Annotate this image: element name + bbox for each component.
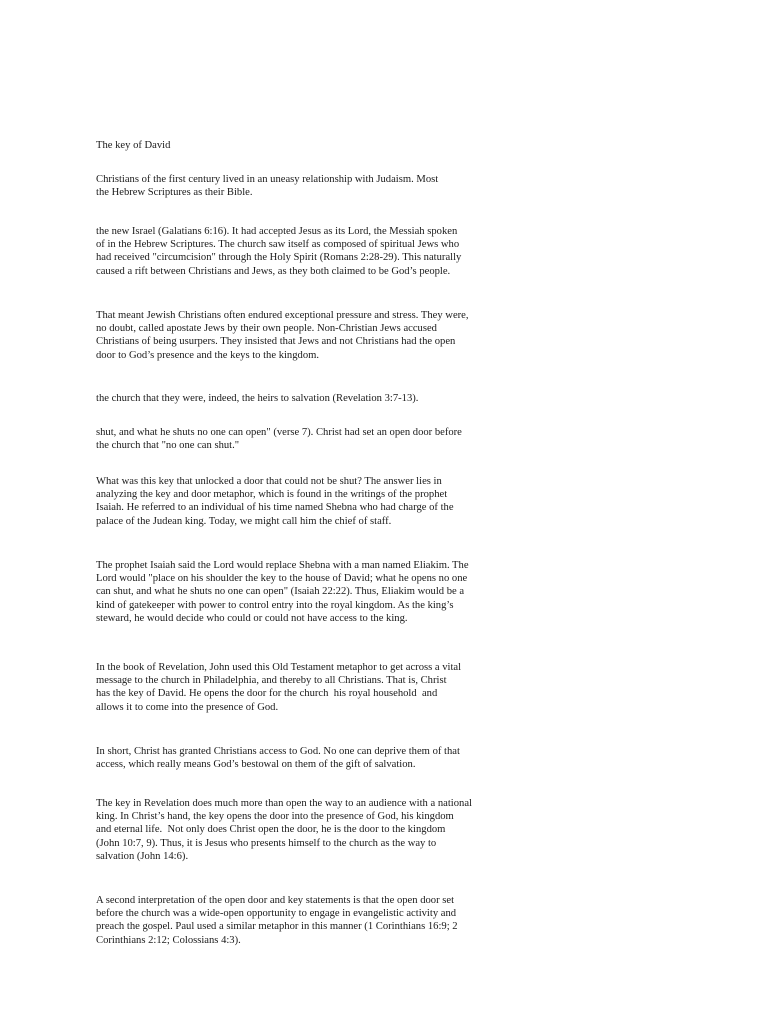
text-line: That meant Jewish Christians often endured exceptional pressure and stress. They were, (96, 310, 469, 321)
text-line: What was this key that unlocked a door that could not be shut? The answer lies in (96, 476, 442, 487)
text-line: palace of the Judean king. Today, we might call him the chief of staff. (96, 515, 392, 527)
text-line: Christians of the first century lived in an uneasy relationship with Judaism. Most (96, 174, 439, 185)
text-line: the Hebrew Scriptures as their Bible. (96, 187, 253, 199)
text-line: the church that they were, indeed, the heirs to salvation (Revelation 3:7-13). (96, 393, 419, 404)
text-line: can shut, and what he shuts no one can open" (Isaiah 22:22). Thus, Eliakim would be a (96, 586, 465, 598)
text-line: had received "circumcision" through the Holy Spirit (Romans 2:28-29). This naturally (96, 252, 462, 264)
text-line: The key in Revelation does much more than open the way to an audience with a national (96, 798, 472, 809)
text-line: preach the gospel. Paul used a similar metaphor in this manner (1 Corinthians 16:9; 2 (96, 921, 458, 933)
text-line: before the church was a wide-open opportunity to engage in evangelistic activity and (96, 908, 457, 920)
text-line: and eternal life. Not only does Christ open the door, he is the door to the kingdom (96, 824, 446, 836)
paragraph-9 (96, 745, 526, 771)
paragraph-1 (96, 173, 526, 199)
text-line: the church that "no one can shut." (96, 440, 240, 452)
text-line: caused a rift between Christians and Jews, as they both claimed to be God’s people. (96, 265, 451, 277)
paragraph-6 (96, 475, 526, 528)
text-line: allows it to come into the presence of God. (96, 701, 279, 713)
paragraph-7 (96, 559, 526, 625)
paragraph-3 (96, 309, 526, 362)
text-line: access, which really means God’s bestowal on them of the gift of salvation. (96, 759, 416, 771)
text-line: The prophet Isaiah said the Lord would replace Shebna with a man named Eliakim. The (96, 560, 469, 571)
text-line: kind of gatekeeper with power to control entry into the royal kingdom. As the king’s (96, 599, 454, 611)
text-line: door to God’s presence and the keys to the kingdom. (96, 349, 320, 361)
paragraph-8 (96, 661, 526, 714)
text-line: Christians of being usurpers. They insisted that Jews and not Christians had the open (96, 336, 456, 348)
text-line: analyzing the key and door metaphor, which is found in the writings of the prophet (96, 489, 448, 501)
text-line: salvation (John 14:6). (96, 850, 189, 862)
text-line: A second interpretation of the open door and key statements is that the open door set (96, 895, 455, 906)
text-line: has the key of David. He opens the door for the church his royal household and (96, 688, 438, 700)
text-line: message to the church in Philadelphia, and thereby to all Christians. That is, Christ (96, 675, 447, 687)
text-line: of in the Hebrew Scriptures. The church saw itself as composed of spiritual Jews who (96, 239, 460, 251)
text-line: (John 10:7, 9). Thus, it is Jesus who presents himself to the church as the way to (96, 837, 437, 849)
document-title (96, 139, 526, 152)
text-line: no doubt, called apostate Jews by their own people. Non-Christian Jews accused (96, 323, 437, 335)
text-line: the new Israel (Galatians 6:16). It had accepted Jesus as its Lord, the Messiah spoken (96, 226, 458, 237)
text-line: In the book of Revelation, John used this Old Testament metaphor to get across a vital (96, 662, 462, 673)
paragraph-11 (96, 894, 526, 947)
text-line: Lord would "place on his shoulder the key to the house of David; what he opens no one (96, 573, 468, 585)
text-line: In short, Christ has granted Christians access to God. No one can deprive them of that (96, 746, 460, 757)
paragraph-10 (96, 797, 526, 863)
paragraph-5 (96, 426, 526, 452)
text-line: steward, he would decide who could or could not have access to the king. (96, 612, 408, 624)
paragraph-4 (96, 392, 526, 405)
text-line: king. In Christ’s hand, the key opens the door into the presence of God, his kingdom (96, 811, 454, 823)
text-line: Isaiah. He referred to an individual of his time named Shebna who had charge of the (96, 502, 454, 514)
paragraph-2 (96, 225, 526, 278)
text-line: shut, and what he shuts no one can open" (verse 7). Christ had set an open door before (96, 427, 462, 438)
text-line: Corinthians 2:12; Colossians 4:3). (96, 934, 241, 946)
title-text: The key of David (96, 140, 171, 151)
